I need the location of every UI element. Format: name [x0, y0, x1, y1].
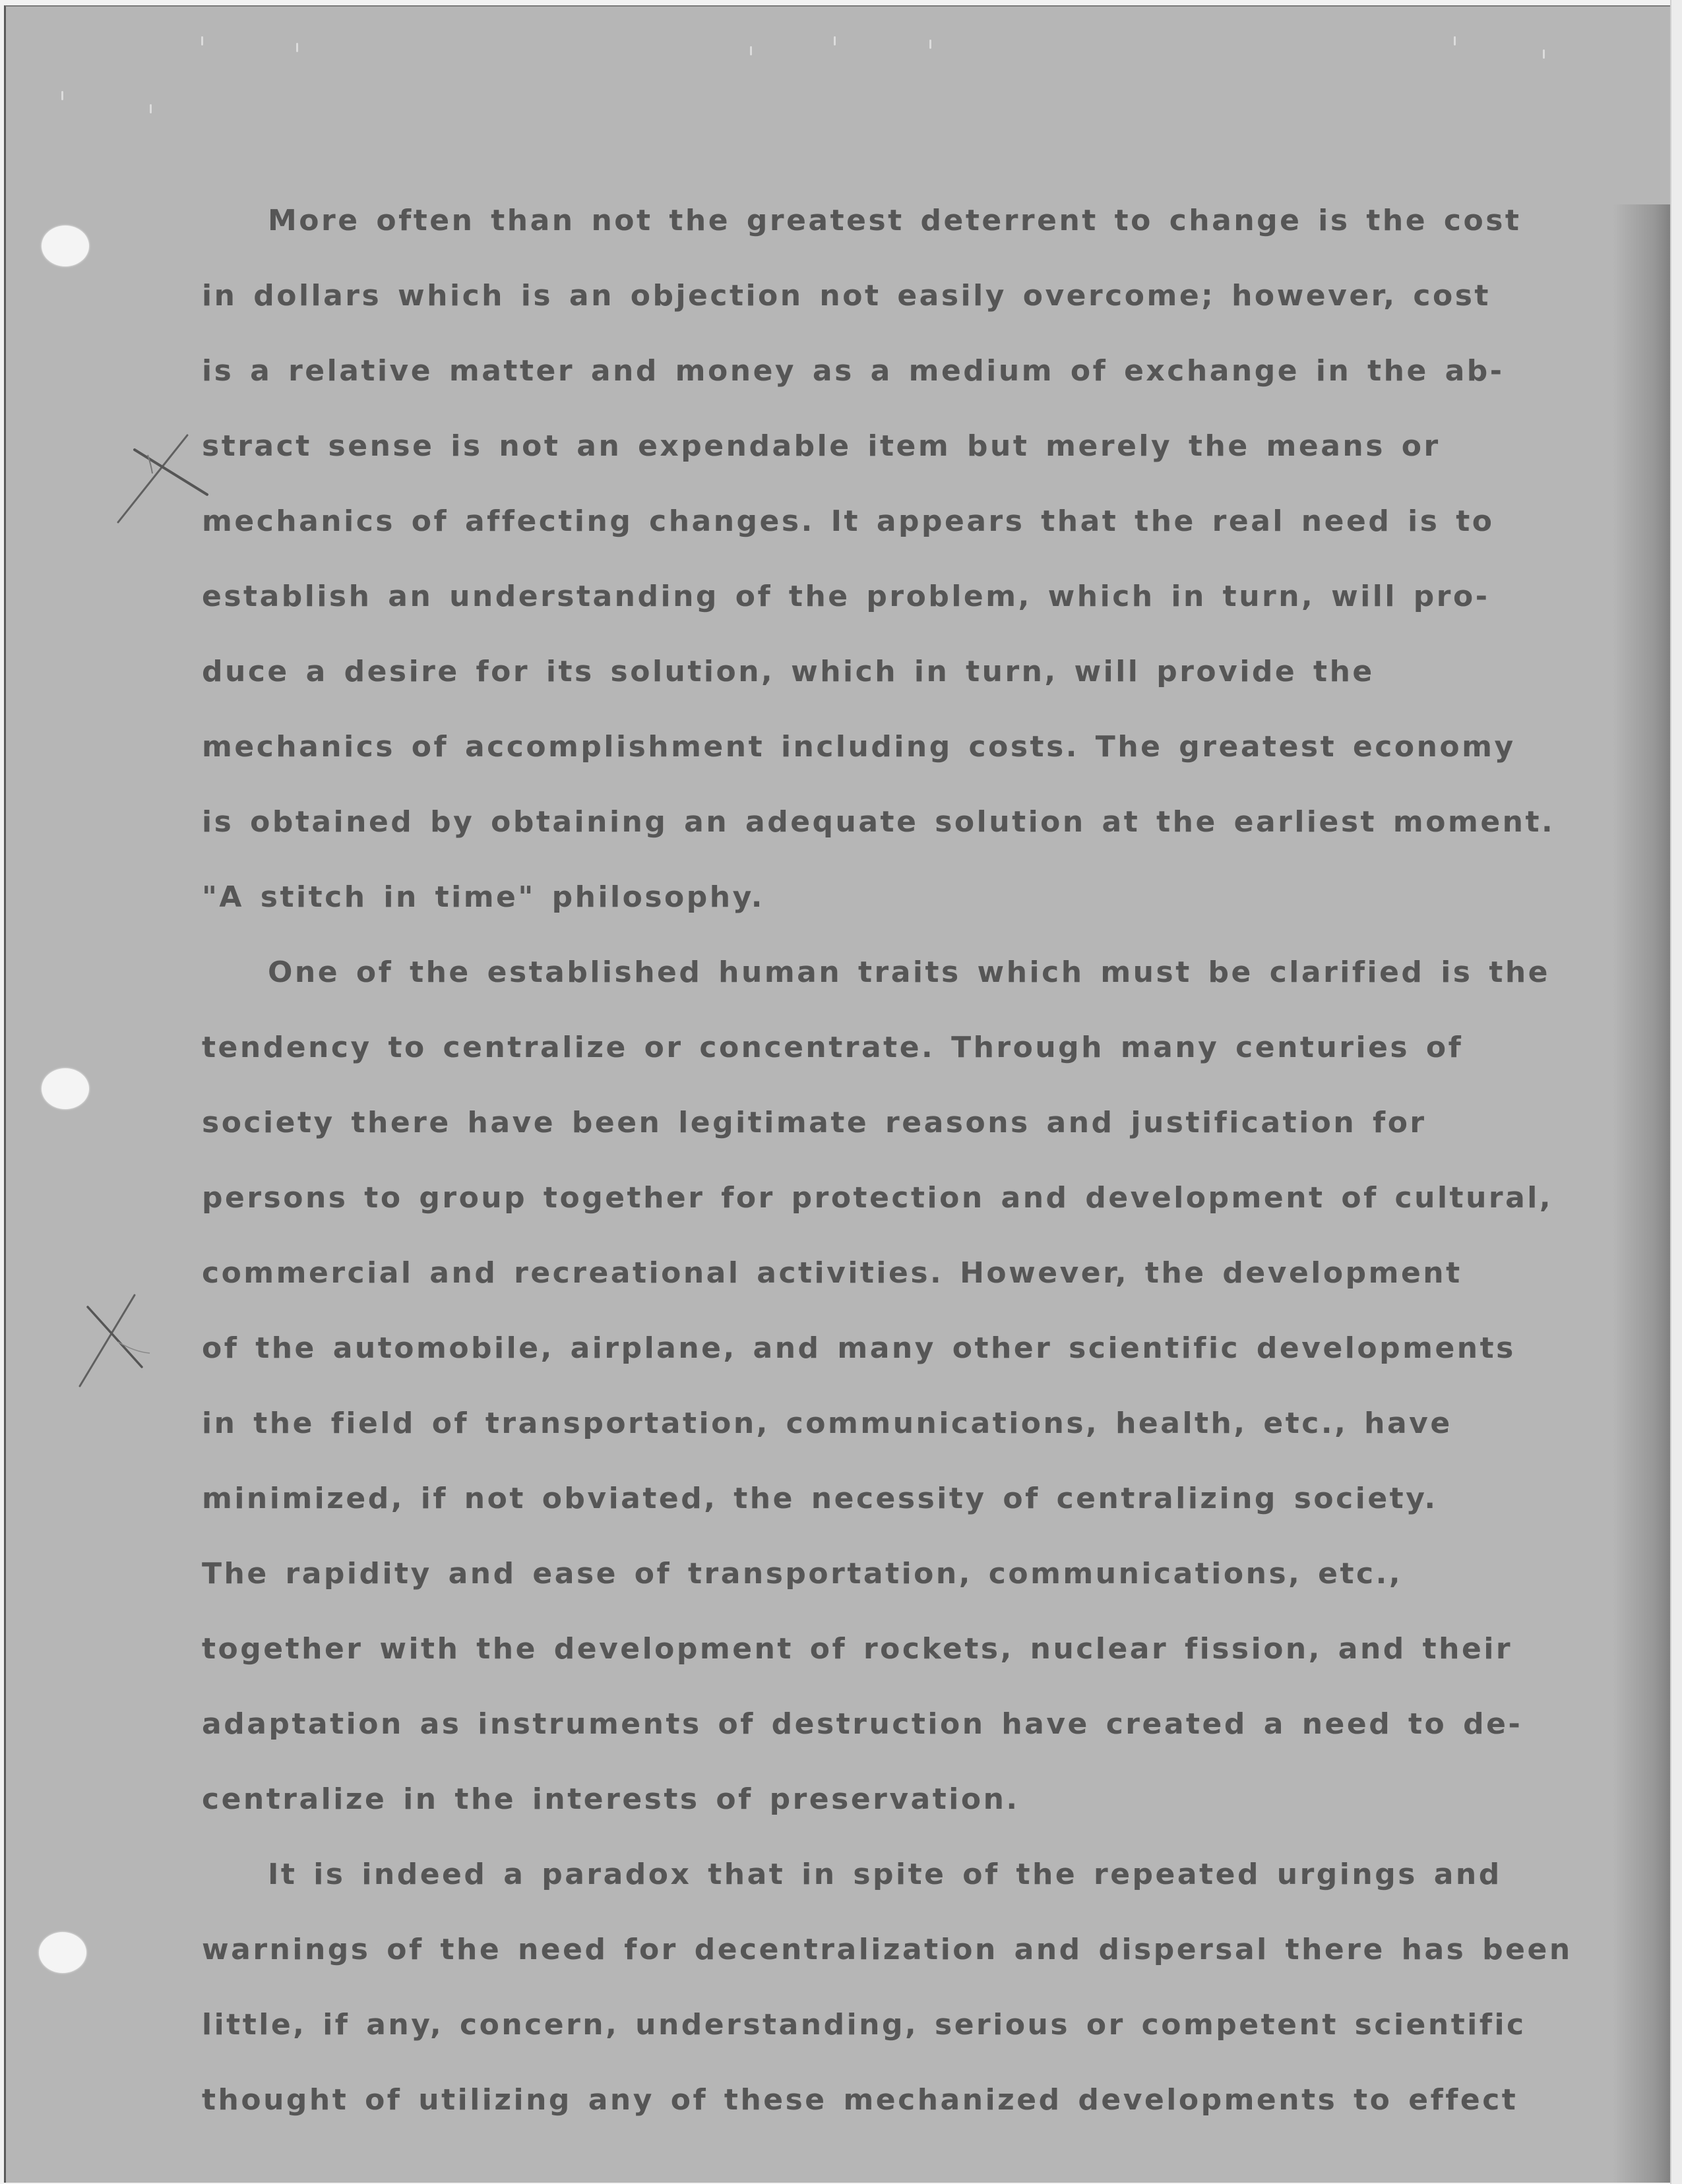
paragraph: [202, 198, 1600, 950]
text-line: together with the development of rockets, nuclear fission, and their: [202, 1632, 1513, 1666]
dust-speck: [1543, 49, 1545, 59]
page-edge-shadow: [1613, 204, 1672, 2183]
dust-speck: [834, 36, 836, 46]
text-line: duce a desire for its solution, which in turn, will provide the: [202, 655, 1375, 688]
dust-speck: [61, 91, 63, 100]
paragraph: [202, 1852, 1600, 2152]
text-line: stract sense is not an expendable item but merely the means or: [202, 429, 1441, 463]
text-line: One of the established human traits which must be clarified is the: [268, 956, 1551, 989]
text-line: tendency to centralize or concentrate. Through many centuries of: [202, 1031, 1464, 1064]
scan-edge: [1670, 0, 1682, 2184]
text-line: More often than not the greatest deterrent to change is the cost: [268, 204, 1522, 237]
document-body: [202, 198, 1600, 2152]
punch-hole: [42, 226, 89, 266]
text-line: is a relative matter and money as a medium of exchange in the ab-: [202, 354, 1505, 388]
text-line: in dollars which is an objection not easily overcome; however, cost: [202, 279, 1491, 313]
text-line: mechanics of affecting changes. It appears that the real need is to: [202, 504, 1495, 538]
text-line: adaptation as instruments of destruction have created a need to de-: [202, 1707, 1523, 1741]
dust-speck: [296, 43, 298, 52]
text-line: is obtained by obtaining an adequate solution at the earliest moment.: [202, 805, 1555, 839]
text-line: commercial and recreational activities. However, the development: [202, 1256, 1462, 1290]
text-line: little, if any, concern, understanding, serious or competent scientific: [202, 2008, 1526, 2042]
text-line: persons to group together for protection and development of cultural,: [202, 1181, 1553, 1215]
text-line: minimized, if not obviated, the necessity of centralizing society.: [202, 1482, 1438, 1515]
text-line: It is indeed a paradox that in spite of the repeated urgings and: [268, 1858, 1502, 1891]
dust-speck: [750, 46, 752, 55]
punch-hole: [39, 1932, 86, 1973]
dust-speck: [201, 36, 203, 46]
punch-hole: [42, 1068, 89, 1109]
text-line: centralize in the interests of preservation.: [202, 1782, 1020, 1816]
paragraph: [202, 950, 1600, 1852]
text-line: of the automobile, airplane, and many other scientific developments: [202, 1331, 1516, 1365]
text-line: society there have been legitimate reasons and justification for: [202, 1106, 1427, 1139]
text-line: thought of utilizing any of these mechanized developments to effect: [202, 2083, 1518, 2117]
document-page: [4, 5, 1672, 2183]
dust-speck: [150, 104, 152, 113]
x-mark-icon: [72, 1279, 177, 1391]
dust-speck: [929, 40, 931, 49]
text-line: The rapidity and ease of transportation, communications, etc.,: [202, 1557, 1403, 1591]
dust-speck: [1454, 36, 1456, 46]
text-line: mechanics of accomplishment including costs. The greatest economy: [202, 730, 1516, 764]
text-line: establish an understanding of the problem, which in turn, will pro-: [202, 580, 1490, 613]
text-line: in the field of transportation, communications, health, etc., have: [202, 1407, 1452, 1440]
text-line: "A stitch in time" philosophy.: [202, 880, 764, 914]
text-line: warnings of the need for decentralization and dispersal there has been: [202, 1933, 1573, 1966]
